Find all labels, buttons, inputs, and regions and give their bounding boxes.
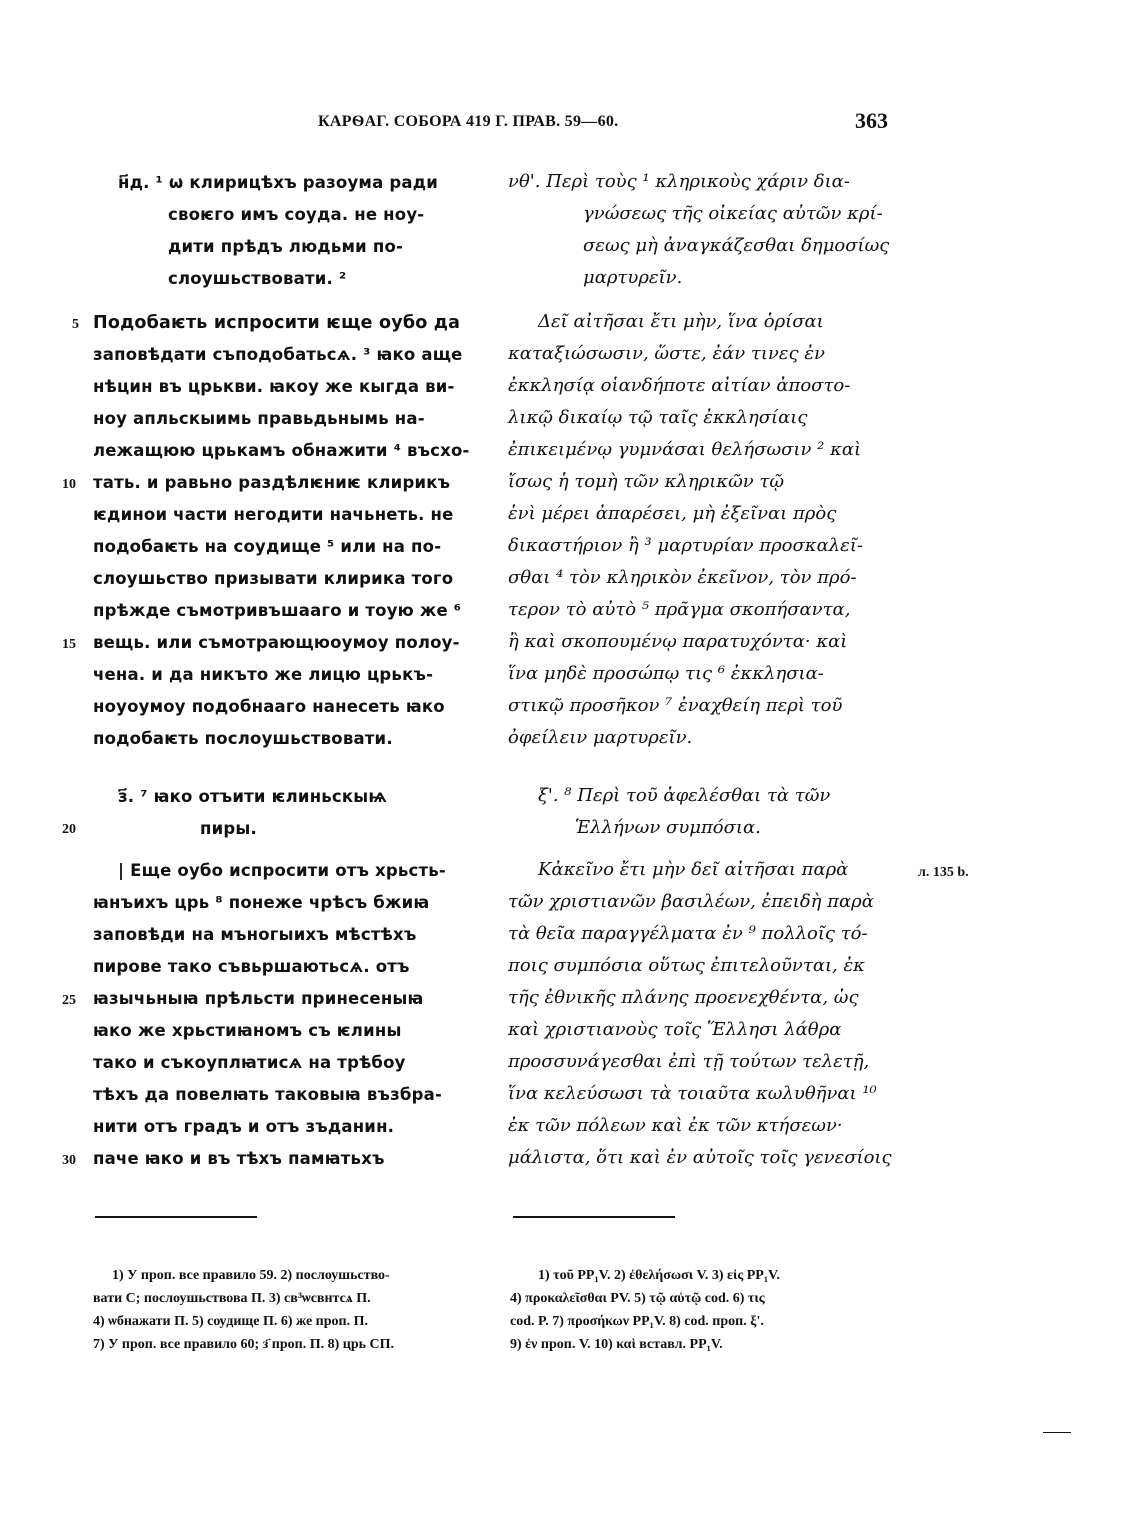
line-number: 5 xyxy=(72,317,79,332)
greek-line: ἵνα κελεύσωσι τὰ τοιαῦτα κωλυθῆναι ¹⁰ xyxy=(508,1083,877,1104)
greek-line: ἴσως ἡ τομὴ τῶν κληρικῶν τῷ xyxy=(508,471,785,492)
footnote-line: 1) τοῦ PP₁V. 2) ἐθελήσωσι V. 3) εἰς PP₁V. xyxy=(538,1268,780,1283)
greek-line: στικῷ προσῆκον ⁷ ἐναχθείη περὶ τοῦ xyxy=(508,695,843,716)
greek-line: προσσυνάγεσθαι ἐπὶ τῇ τούτων τελετῇ, xyxy=(508,1051,870,1072)
slavonic-line: ꙗнъихъ црь ⁸ понеже чрѣсъ бжиꙗ xyxy=(93,893,430,912)
slavonic-line: | Еще оубо испросити отъ хрьсть- xyxy=(118,861,446,880)
greek-line: τῆς ἐθνικῆς πλάνης προενεχθέντα, ὡς xyxy=(508,987,859,1008)
footnote-line: 1) У проп. все правило 59. 2) послоушьство- xyxy=(112,1268,390,1283)
slavonic-line: подобаѥть на соудище ⁵ или на по- xyxy=(93,537,442,556)
slavonic-line: своѥго имъ соуда. не ноу- xyxy=(168,205,425,224)
greek-line: δικαστήριον ἢ ³ μαρτυρίαν προσκαλεῖ- xyxy=(508,535,863,556)
slavonic-line: ноуоумоу подобнааго нанесеть ꙗко xyxy=(93,697,445,716)
slavonic-line: ꙗзычьныꙗ прѣльсти принесеныꙗ xyxy=(93,989,424,1008)
slavonic-line: пиры. xyxy=(200,819,257,838)
slavonic-line: нити отъ градъ и отъ зъданин. xyxy=(93,1117,395,1136)
scan-mark xyxy=(1043,1432,1071,1433)
greek-line: μαρτυρεῖν. xyxy=(583,267,683,288)
greek-line: νθ'. Περὶ τοὺς ¹ κληρικοὺς χάριν δια- xyxy=(508,171,850,192)
slavonic-line: вещь. или съмотрающюоумоу полоу- xyxy=(93,633,460,652)
greek-line: Ἑλλήνων συμπόσια. xyxy=(575,817,761,838)
greek-line: καταξιώσωσιν, ὥστε, ἐάν τινες ἐν xyxy=(508,343,825,364)
line-number: 15 xyxy=(62,637,76,652)
slavonic-line: дити прѣдъ людьми по- xyxy=(168,237,404,256)
footnote-line: cod. P. 7) προσήκων PP₁V. 8) cod. проп. ξ'. xyxy=(510,1314,764,1329)
greek-line: ἐκ τῶν πόλεων καὶ ἐκ τῶν κτήσεων· xyxy=(508,1115,843,1136)
greek-line: ἐκκλησίᾳ οἱανδήποτε αἰτίαν ἀποστο- xyxy=(508,375,851,396)
slavonic-line: паче ꙗко и въ тѣхъ памꙗтьхъ xyxy=(93,1149,385,1168)
line-number: 20 xyxy=(62,822,76,837)
footnote-rule-left xyxy=(95,1216,257,1218)
slavonic-line: ноу апльскыимь правьдьнымь на- xyxy=(93,409,425,428)
footnote-rule-right xyxy=(513,1216,675,1218)
slavonic-line: Подобаѥть испросити ѥще оубо да xyxy=(93,313,461,333)
slavonic-line: ѥдинои части негодити начьнеть. не xyxy=(93,505,454,524)
line-number: 30 xyxy=(62,1153,76,1168)
slavonic-line: з҃. ⁷ ꙗко отъити ѥлиньскыѩ xyxy=(118,787,388,806)
footnote-line: вати С; послоушьствова П. 3) св³ѡсвнтсѧ П. xyxy=(93,1291,371,1306)
footnote-line: 4) προκαλεῖσθαι PV. 5) τῷ αὐτῷ cod. 6) τις xyxy=(510,1291,765,1306)
greek-line: Δεῖ αἰτῆσαι ἔτι μὴν, ἵνα ὁρίσαι xyxy=(538,311,824,332)
footnote-line: 9) ἐν проп. V. 10) καὶ вставл. PP₁V. xyxy=(510,1337,723,1352)
slavonic-line: тать. и равьно раздѣлѥниѥ клирикъ xyxy=(93,473,451,492)
slavonic-line: слоушьствовати. ² xyxy=(168,269,347,288)
page-number: 363 xyxy=(855,108,888,133)
slavonic-line: слоушьство призывати клирика того xyxy=(93,569,454,588)
greek-line: ὀφείλειν μαρτυρεῖν. xyxy=(508,727,693,748)
greek-line: ἑνὶ μέρει ἀπαρέσει, μὴ ἐξεῖναι πρὸς xyxy=(508,503,837,524)
margin-folio-note: л. 135 b. xyxy=(918,865,969,880)
greek-line: ἢ καὶ σκοπουμένῳ παρατυχόντα· καὶ xyxy=(508,631,848,652)
footnote-line: 4) ѡбнажати П. 5) сѹдище П. 6) же проп. П. xyxy=(93,1314,368,1329)
slavonic-line: подобаѥть послоушьствовати. xyxy=(93,729,393,748)
slavonic-line: н҃д. ¹ ѡ клирицѣхъ разоума ради xyxy=(118,173,438,192)
greek-line: τῶν χριστιανῶν βασιλέων, ἐπειδὴ παρὰ xyxy=(508,891,874,912)
slavonic-line: ꙗко же хрьстиꙗномъ съ ѥлины xyxy=(93,1021,402,1040)
greek-line: τερον τὸ αὐτὸ ⁵ πρᾶγμα σκοπήσαντα, xyxy=(508,599,851,620)
running-header: КАРѲАГ. СОБОРА 419 Г. ПРАВ. 59—60. xyxy=(318,113,619,130)
slavonic-line: заповѣди на мъногыихъ мѣстѣхъ xyxy=(93,925,417,944)
slavonic-line: заповѣдати съподобатьсѧ. ³ ꙗко аще xyxy=(93,345,463,364)
greek-line: σθαι ⁴ τὸν κληρικὸν ἐκεῖνον, τὸν πρό- xyxy=(508,567,857,588)
greek-line: ἵνα μηδὲ προσώπῳ τις ⁶ ἐκκλησια- xyxy=(508,663,824,684)
greek-line: τὰ θεῖα παραγγέλματα ἐν ⁹ πολλοῖς τό- xyxy=(508,923,868,944)
greek-line: σεως μὴ ἀναγκάζεσθαι δημοσίως xyxy=(583,235,890,256)
slavonic-line: пирове тако съвьршаютьсѧ. отъ xyxy=(93,957,410,976)
slavonic-line: нѣцин въ црькви. ꙗкоу же кыгда ви- xyxy=(93,377,455,396)
greek-line: γνώσεως τῆς οἰκείας αὐτῶν κρί- xyxy=(583,203,883,224)
greek-line: ἐπικειμένῳ γυμνάσαι θελήσωσιν ² καὶ xyxy=(508,439,862,460)
greek-line: ποις συμπόσια οὕτως ἐπιτελοῦνται, ἐκ xyxy=(508,955,865,976)
greek-line: λικῷ δικαίῳ τῷ ταῖς ἐκκλησίαις xyxy=(508,407,808,428)
slavonic-line: тѣхъ да повелꙗть таковыꙗ възбра- xyxy=(93,1085,443,1104)
footnote-line: 7) У проп. все правило 60; з҃ проп. П. 8) црь СП. xyxy=(93,1337,395,1352)
slavonic-line: тако и съкоуплꙗтисѧ на трѣбоу xyxy=(93,1053,406,1072)
slavonic-line: чена. и да никъто же лицю црькъ- xyxy=(93,665,434,684)
greek-line: καὶ χριστιανοὺς τοῖς Ἕλλησι λάθρα xyxy=(508,1019,842,1040)
greek-line: μάλιστα, ὅτι καὶ ἐν αὐτοῖς τοῖς γενεσίοις xyxy=(508,1147,892,1168)
slavonic-line: лежащюю црькамъ обнажити ⁴ въсхо- xyxy=(93,441,470,460)
greek-line: Κἀκεῖνο ἔτι μὴν δεῖ αἰτῆσαι παρὰ xyxy=(538,859,849,880)
line-number: 25 xyxy=(62,993,76,1008)
slavonic-line: прѣжде съмотривъшааго и тоую же ⁶ xyxy=(93,601,462,620)
greek-line: ξ'. ⁸ Περὶ τοῦ ἀφελέσθαι τὰ τῶν xyxy=(538,785,831,806)
line-number: 10 xyxy=(62,477,76,492)
